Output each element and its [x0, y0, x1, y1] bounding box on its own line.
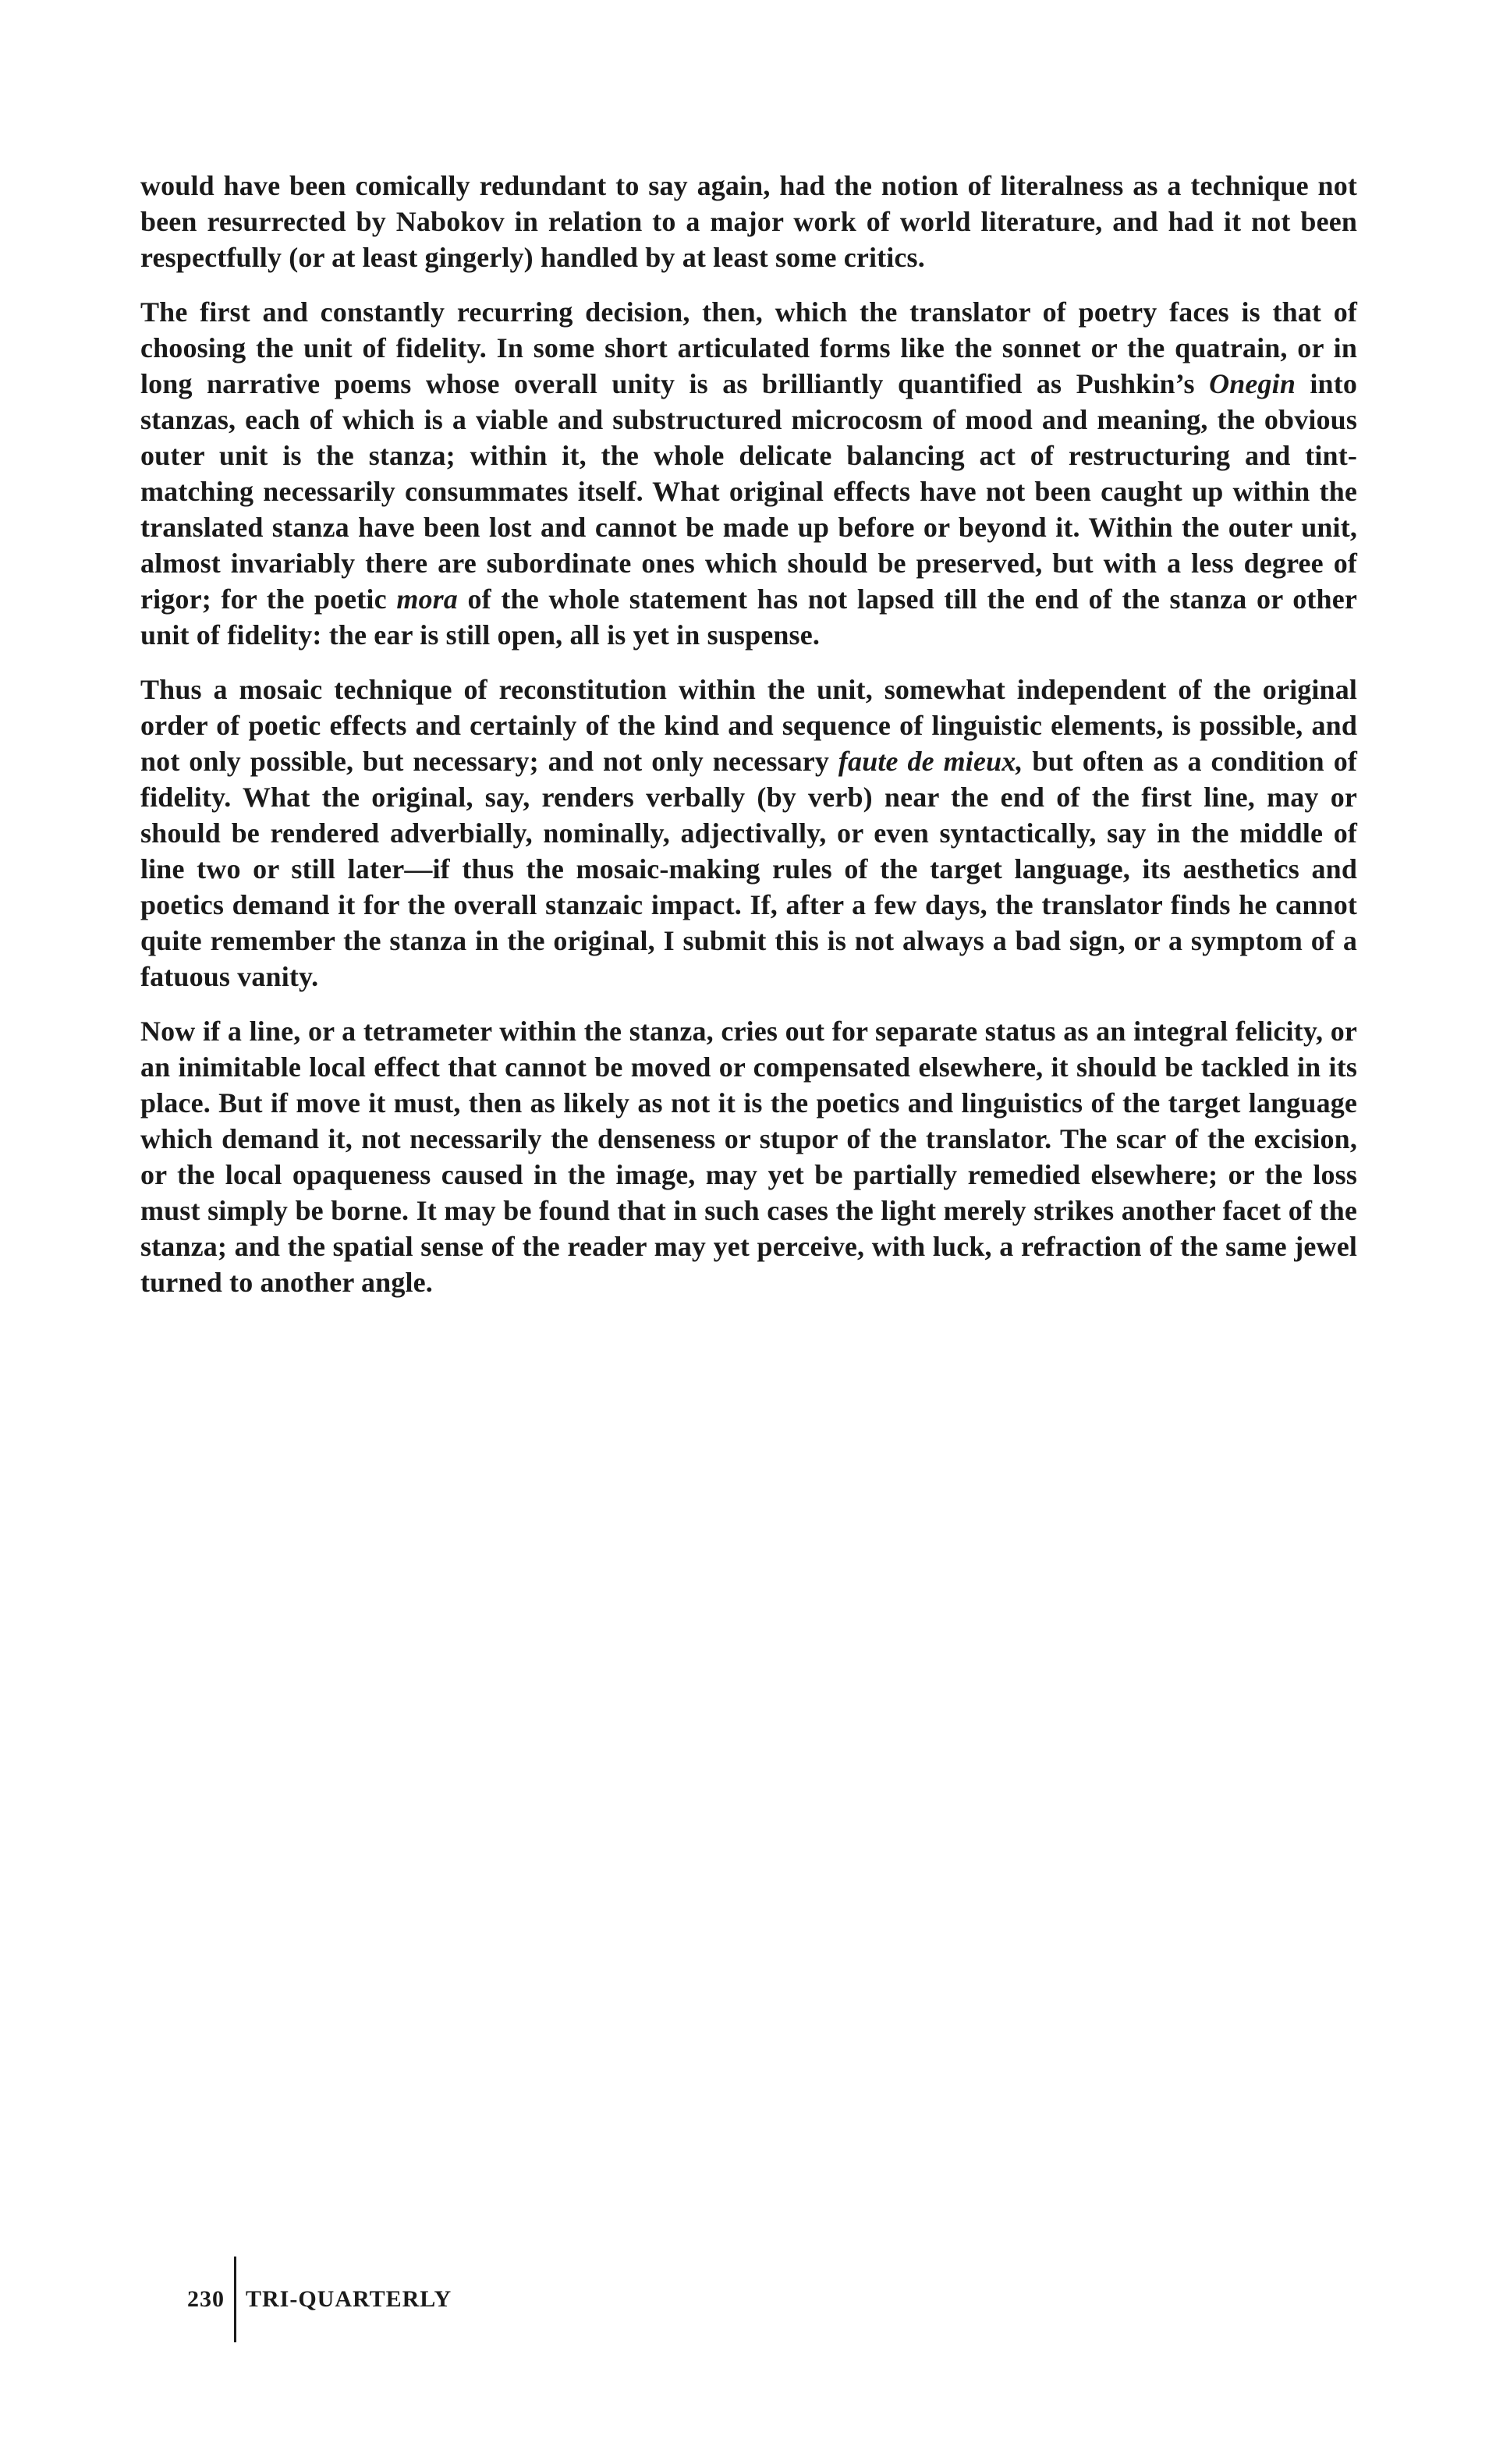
paragraph	[140, 168, 1357, 275]
body-text	[140, 168, 1357, 1319]
text-run: Thus a mosaic technique of reconstitution within the unit, somewhat independent of the original order of poetic effects and certainly of the kind and sequence of linguistic elements, is possible, and not only possible, but necessary; and not only necessary	[140, 674, 1357, 777]
italic-text-run: faute de mieux,	[838, 746, 1023, 777]
text-run: would have been comically redundant to say again, had the notion of literalness as a technique not been resurrected by Nabokov in relation to a major work of world literature, and had it not been respectfully (or at least gingerly) handled by at least some critics.	[140, 170, 1357, 273]
italic-text-run: mora	[396, 583, 458, 615]
text-run: but often as a condition of fidelity. What the original, say, renders verbally (by verb) near the end of the first line, may or should be rendered adverbially, nominally, adjectivally, or even syntactically, say in the middle of line two or still later—if thus the mosaic-making rules of the target language, its aesthetics and poetics demand it for the overall stanzaic impact. If, after a few days, the translator finds he cannot quite remember the stanza in the original, I submit this is not always a bad sign, or a symptom of a fatuous vanity.	[140, 746, 1357, 992]
page-footer	[187, 2253, 452, 2346]
paragraph	[140, 294, 1357, 653]
page-number: 230	[187, 2286, 225, 2312]
text-run: Now if a line, or a tetrameter within the stanza, cries out for separate status as an integral felicity, or an inimitable local effect that cannot be moved or compensated elsewhere, it should be tackled in its place. But if move it must, then as likely as not it is the poetics and linguistics of the target language which demand it, not necessarily the denseness or stupor of the translator. The scar of the excision, or the local opaqueness caused in the image, may yet be partially remedied elsewhere; or the loss must simply be borne. It may be found that in such cases the light merely strikes another facet of the stanza; and the spatial sense of the reader may yet perceive, with luck, a refraction of the same jewel turned to another angle.	[140, 1016, 1357, 1298]
italic-text-run: Onegin	[1209, 368, 1296, 399]
text-run: The first and constantly recurring decision, then, which the translator of poetry faces is that of choosing the unit of fidelity. In some short articulated forms like the sonnet or the quatrain, or in long narrative poems whose overall unity is as brilliantly quantified as Pushkin’s	[140, 296, 1357, 399]
text-run: of the whole statement has not lapsed till the end of the stanza or other unit of fidelity: the ear is still open, all is yet in suspense.	[140, 583, 1357, 651]
text-run: into stanzas, each of which is a viable and substructured microcosm of mood and meaning, the obvious outer unit is the stanza; within it, the whole delicate balancing act of restructuring and tint-matching necessarily consummates itself. What original effects have not been caught up within the translated stanza have been lost and cannot be made up before or beyond it. Within the outer unit, almost invariably there are subordinate ones which should be preserved, but with a less degree of rigor; for the poetic	[140, 368, 1357, 615]
paragraph	[140, 1013, 1357, 1300]
running-head: TRI-QUARTERLY	[246, 2286, 452, 2312]
paragraph	[140, 672, 1357, 994]
